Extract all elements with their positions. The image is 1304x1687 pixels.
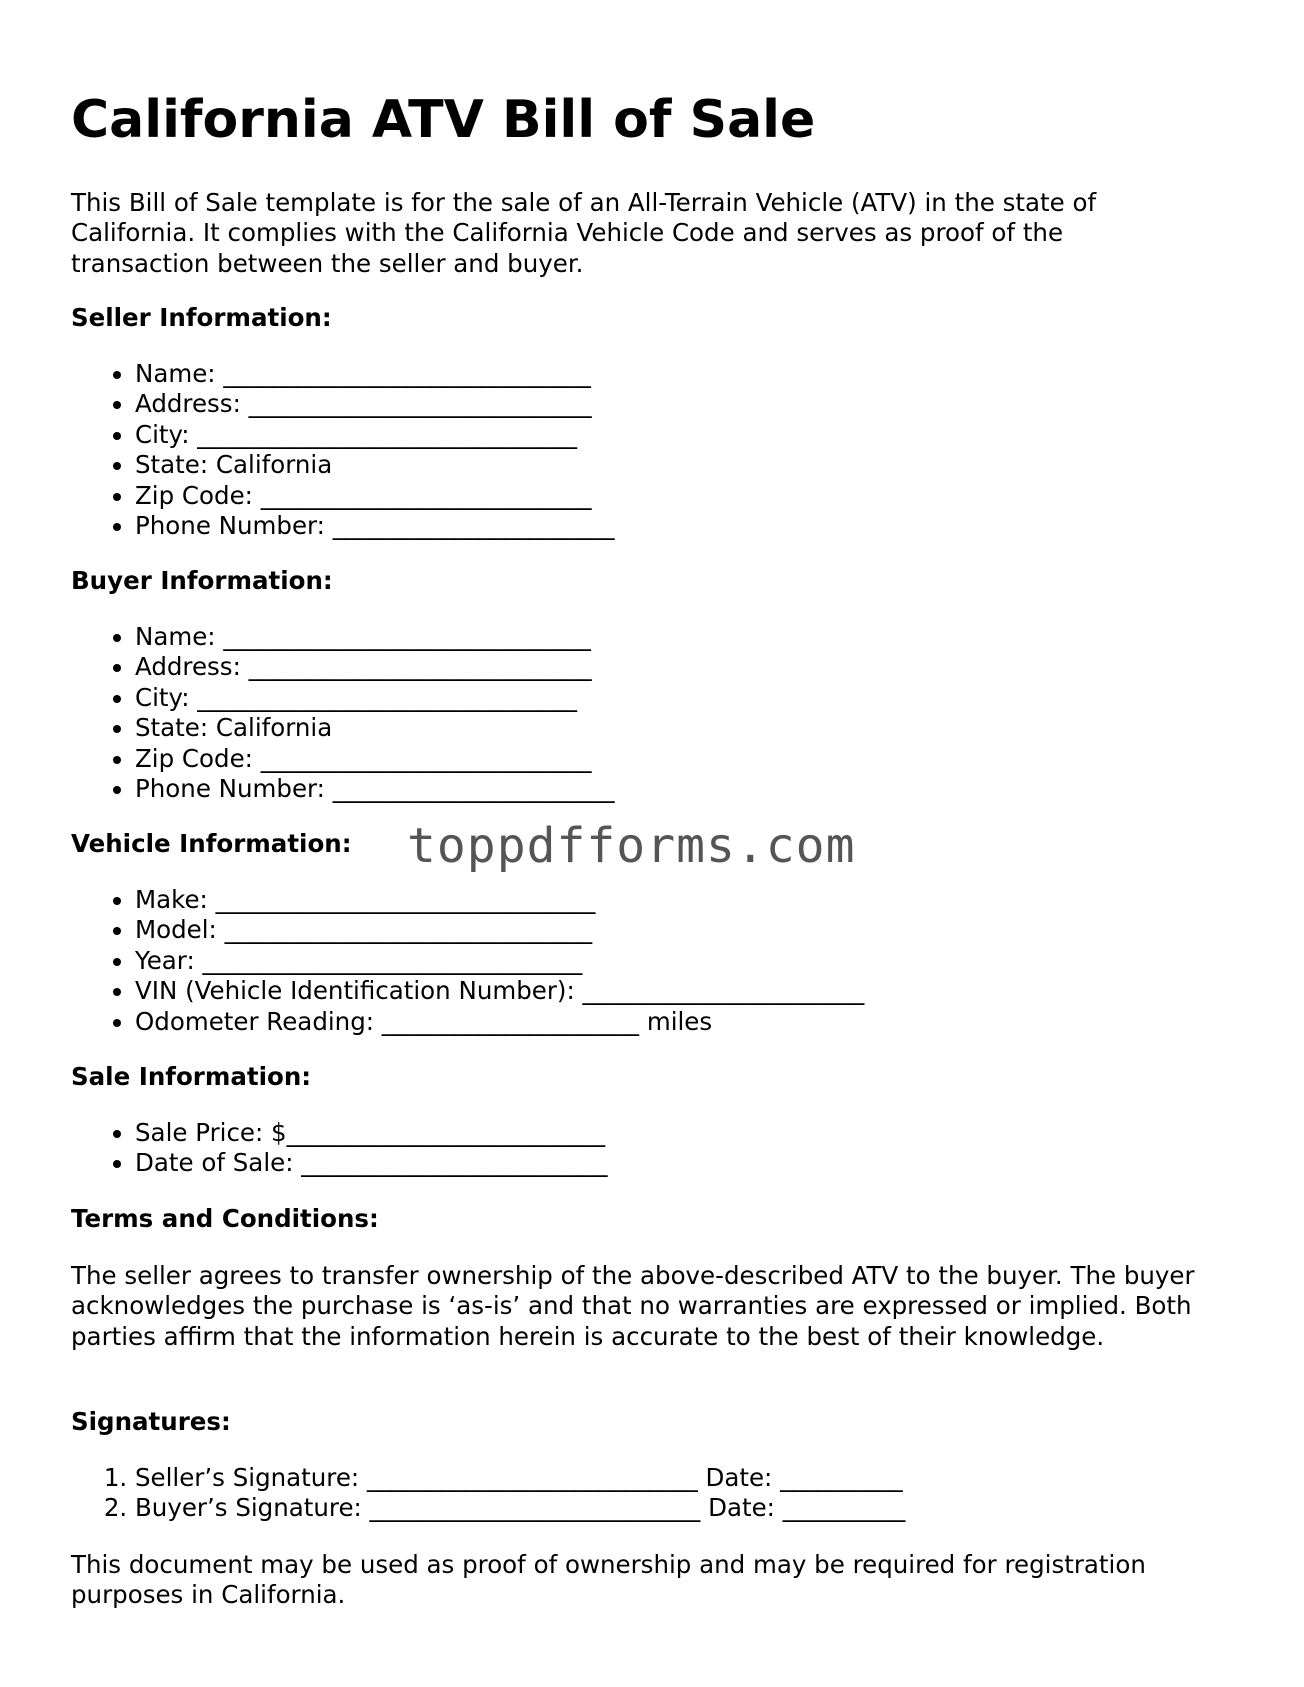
seller-name-field[interactable]: • Name: ______________________________: [135, 359, 614, 389]
vehicle-vin-field[interactable]: • VIN (Vehicle Identification Number): _______________________: [135, 976, 864, 1006]
vehicle-list: [71, 885, 864, 1037]
vehicle-model-field[interactable]: • Model: ______________________________: [135, 915, 864, 945]
intro-paragraph: This Bill of Sale template is for the sale of an All-Terrain Vehicle (ATV) in the state of California. It complies with the California Vehicle Code and serves as proof of the transaction between the seller and buyer.: [71, 188, 1097, 278]
vehicle-year-field[interactable]: • Year: _______________________________: [135, 946, 864, 976]
document-title: California ATV Bill of Sale: [71, 90, 816, 150]
buyer-signature-field[interactable]: 2. Buyer’s Signature: ___________________________ Date: __________: [135, 1493, 905, 1523]
vehicle-make-field[interactable]: • Make: _______________________________: [135, 885, 864, 915]
buyer-phone-field[interactable]: • Phone Number: _______________________: [135, 774, 614, 804]
buyer-city-field[interactable]: • City: _______________________________: [135, 683, 614, 713]
buyer-name-field[interactable]: • Name: ______________________________: [135, 622, 614, 652]
vehicle-heading: Vehicle Information:: [71, 829, 352, 858]
buyer-heading: Buyer Information:: [71, 566, 333, 595]
signatures-list: [71, 1463, 905, 1524]
watermark: toppdfforms.com: [407, 818, 856, 874]
signatures-heading: Signatures:: [71, 1407, 231, 1436]
buyer-zip-field[interactable]: • Zip Code: ___________________________: [135, 744, 614, 774]
seller-signature-field[interactable]: 1. Seller’s Signature: ___________________________ Date: __________: [135, 1463, 905, 1493]
sale-list: [71, 1118, 608, 1179]
vehicle-odometer-field[interactable]: • Odometer Reading: _____________________ miles: [135, 1007, 864, 1037]
seller-state-field: • State: California: [135, 450, 614, 480]
seller-list: [71, 359, 614, 541]
seller-zip-field[interactable]: • Zip Code: ___________________________: [135, 481, 614, 511]
seller-city-field[interactable]: • City: _______________________________: [135, 420, 614, 450]
buyer-state-field: • State: California: [135, 713, 614, 743]
seller-phone-field[interactable]: • Phone Number: _______________________: [135, 511, 614, 541]
footer-paragraph: This document may be used as proof of ownership and may be required for registration purposes in California.: [71, 1550, 1146, 1610]
terms-paragraph: The seller agrees to transfer ownership of the above-described ATV to the buyer. The buyer acknowledges the purchase is ‘as-is’ and that no warranties are expressed or implied. Both parties affirm that the information herein is accurate to the best of their knowledge.: [71, 1261, 1195, 1351]
sale-heading: Sale Information:: [71, 1062, 312, 1091]
sale-date-field[interactable]: • Date of Sale: _________________________: [135, 1148, 608, 1178]
sale-price-field[interactable]: • Sale Price: $__________________________: [135, 1118, 608, 1148]
buyer-address-field[interactable]: • Address: ____________________________: [135, 652, 614, 682]
seller-address-field[interactable]: • Address: ____________________________: [135, 389, 614, 419]
terms-heading: Terms and Conditions:: [71, 1204, 379, 1233]
seller-heading: Seller Information:: [71, 303, 332, 332]
buyer-list: [71, 622, 614, 804]
